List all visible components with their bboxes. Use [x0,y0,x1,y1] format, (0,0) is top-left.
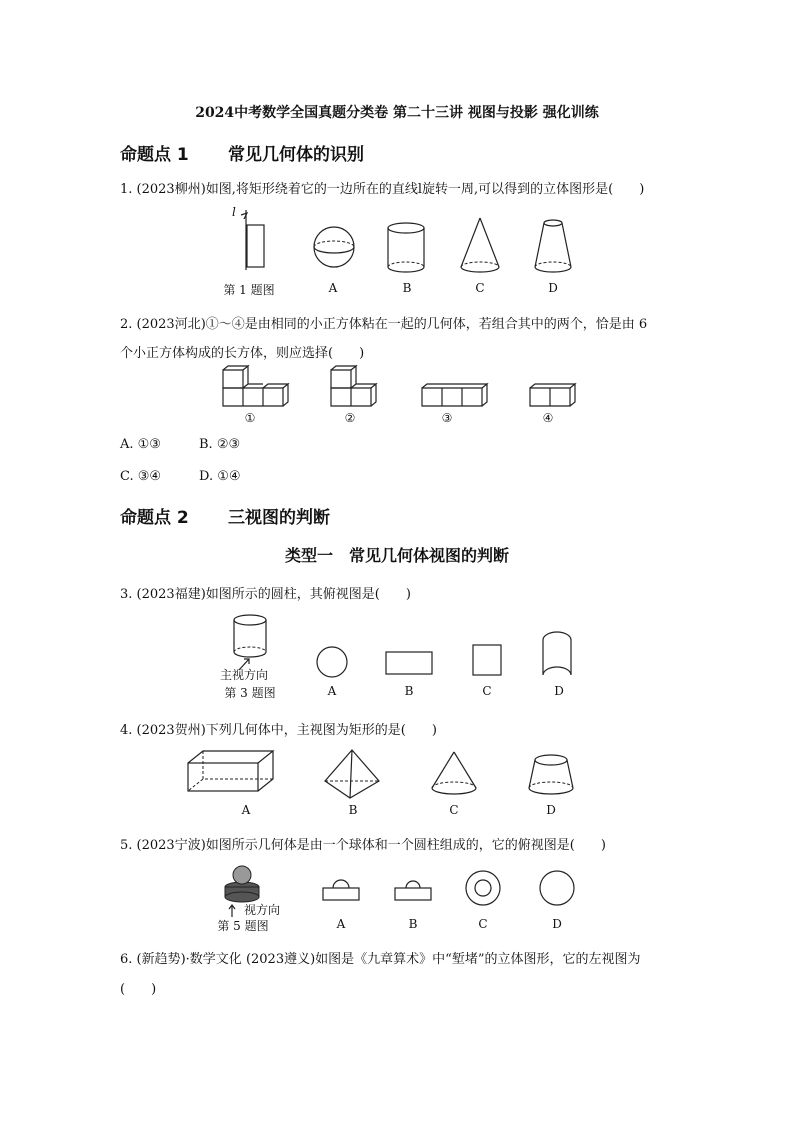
cuboid-figure [188,751,273,791]
question-4-text: 4. (2023贺州)下列几何体中，主视图为矩形的是( ) [120,723,437,738]
frustum-figure [529,755,573,794]
question-1-figures [225,205,605,285]
q5-option-label: A [336,917,346,931]
direction-label: 视方向 [244,903,281,917]
q4-option-label: D [546,803,556,817]
rectangle-with-axis-figure [241,210,264,270]
q3-option-label: C [482,684,492,698]
question-3-figures [225,612,605,682]
cube-stack-figure-4 [530,384,575,406]
section-name: 常见几何体的识别 [228,145,364,165]
q5-option-label: D [552,917,562,931]
q2-choice-c: C. ③④ [120,469,162,484]
q3-option-label: A [327,684,337,698]
single-circle-option [540,871,574,905]
q1-option-label: D [548,281,558,295]
question-1-text: 1. (2023柳州)如图,将矩形绕着它的一边所在的直线l旋转一周,可以得到的立体图形是( ) [120,182,645,197]
section-number: 命题点 2 [120,508,189,528]
q1-option-label: C [475,281,485,295]
q1-option-label: B [402,281,412,295]
sphere-figure [314,227,354,267]
question-6-text-line2: ( ) [120,982,157,997]
rectangle-option [386,652,432,674]
sphere-on-rect-option-b [395,881,431,900]
frustum-figure [535,220,571,272]
q1-option-label: A [328,281,338,295]
figure-5-caption: 第 5 题图 [217,919,269,933]
q3-option-label: D [554,684,564,698]
q3-option-label: B [404,684,414,698]
q2-fig-label: ④ [542,411,554,425]
question-2-cube-figures [215,368,595,413]
figure-3-caption: 第 3 题图 [224,686,276,700]
question-2-text-line1: 2. (2023河北)①～④是由相同的小正方体粘在一起的几何体，若组合其中的两个，恰是由 6 [120,317,648,332]
concentric-circles-option [466,871,500,905]
q2-fig-label: ③ [441,411,453,425]
question-2-text-line2: 个小正方体构成的长方体，则应选择( ) [120,346,365,361]
section-heading-1 [120,140,364,165]
page-title: 2024中考数学全国真题分类卷 第二十三讲 视图与投影 强化训练 [195,105,599,121]
cylinder-figure [388,223,424,272]
q5-option-label: B [408,917,418,931]
type-subheading: 类型一 常见几何体视图的判断 [284,546,509,565]
q4-option-label: C [449,803,459,817]
sphere-on-rect-option-a [323,880,359,900]
q5-option-label: C [478,917,488,931]
question-6-text-line1: 6. (新趋势)·数学文化 (2023遵义)如图是《九章算术》中“堑堵”的立体图形，它的左视图为 [120,952,641,967]
q2-fig-label: ① [244,411,256,425]
square-option [473,645,501,675]
q2-fig-label: ② [344,411,356,425]
question-3-text: 3. (2023福建)如图所示的圆柱，其俯视图是( ) [120,587,411,602]
cube-stack-figure-1 [223,366,288,406]
q2-choice-d: D. ①④ [199,469,241,484]
pyramid-figure [325,750,379,798]
figure-1-caption: 第 1 题图 [223,283,275,297]
cylinder-figure [234,615,266,670]
circle-option [317,647,347,677]
axis-label: l [232,205,236,219]
section-number: 命题点 1 [120,145,189,165]
q2-choice-a: A. ①③ [120,437,161,452]
direction-label: 主视方向 [220,668,269,682]
section-heading-2 [120,503,330,528]
section-name: 三视图的判断 [228,508,330,528]
cube-stack-figure-2 [331,366,376,406]
cube-stack-figure-3 [422,384,487,406]
q2-choice-b: B. ②③ [199,437,241,452]
q4-option-label: A [241,803,251,817]
q4-option-label: B [348,803,358,817]
question-5-text: 5. (2023宁波)如图所示几何体是由一个球体和一个圆柱组成的，它的俯视图是( ) [120,838,606,853]
cone-figure [461,218,499,272]
cone-figure [432,752,476,794]
question-4-figures [185,748,585,803]
curved-rect-option [543,632,571,675]
